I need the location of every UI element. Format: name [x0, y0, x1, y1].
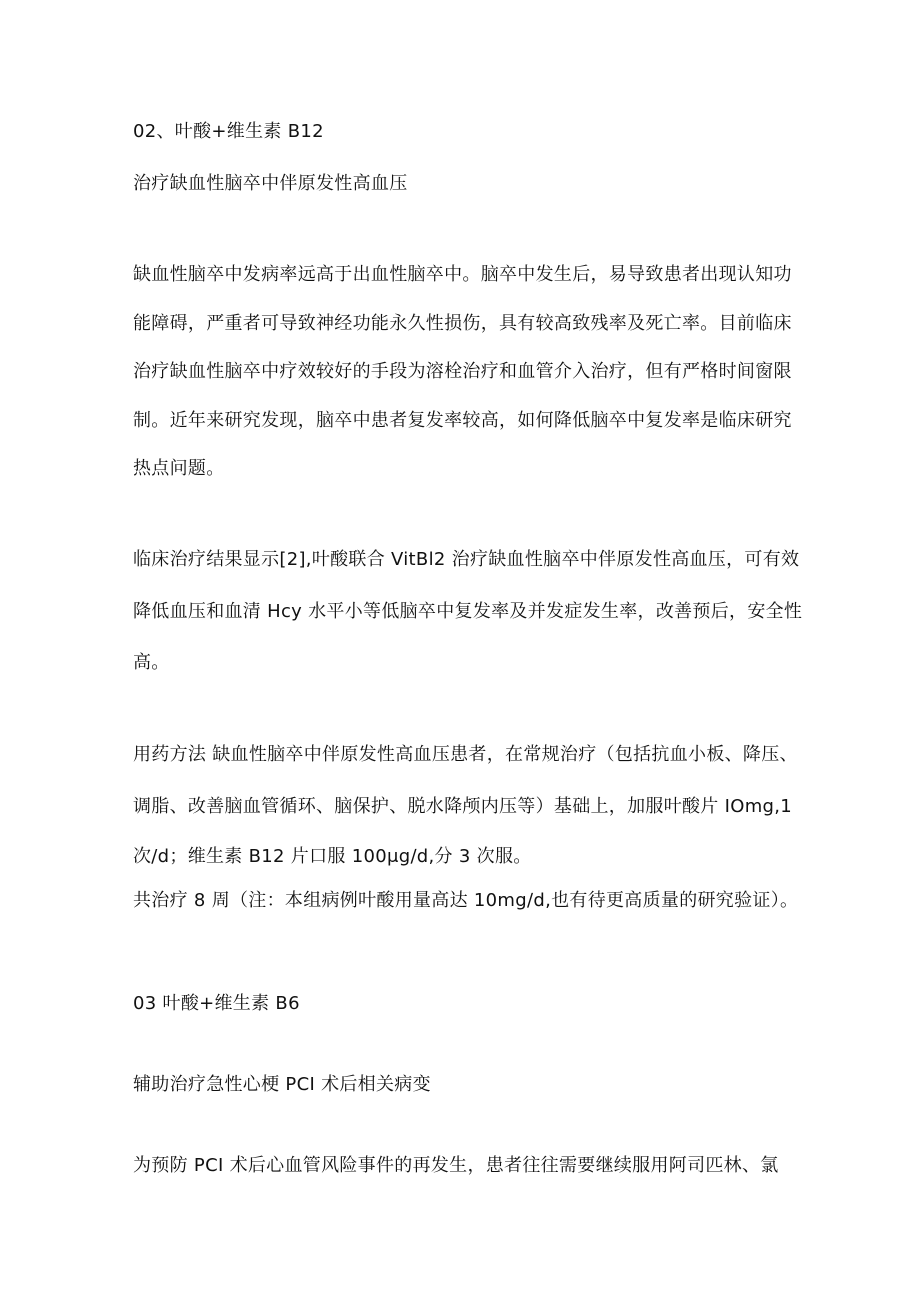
paragraph-line: 降低血压和血清 Hcy 水平小等低脑卒中复发率及并发症发生率，改善预后，安全性: [133, 601, 803, 622]
paragraph-line: 为预防 PCI 术后心血管风险事件的再发生，患者往往需要继续服用阿司匹林、氯: [133, 1155, 779, 1176]
paragraph-line: 次/d；维生素 B12 片口服 100μg∕d,分 3 次服。: [133, 846, 532, 867]
section-subheading: 治疗缺血性脑卒中伴原发性高血压: [133, 173, 408, 194]
paragraph-line: 制。近年来研究发现，脑卒中患者复发率较高，如何降低脑卒中复发率是临床研究: [133, 410, 792, 431]
paragraph-line: 能障碍，严重者可导致神经功能永久性损伤，具有较高致残率及死亡率。目前临床: [133, 313, 792, 334]
paragraph-line: 热点问题。: [133, 458, 225, 479]
section-subheading: 辅助治疗急性心梗 PCI 术后相关病变: [133, 1074, 431, 1095]
paragraph-line: 用药方法 缺血性脑卒中伴原发性高血压患者，在常规治疗（包括抗血小板、降压、: [133, 744, 798, 765]
paragraph-line: 临床治疗结果显示[2],叶酸联合 VitBl2 治疗缺血性脑卒中伴原发性高血压，可有效: [133, 549, 800, 570]
paragraph-line: 共治疗 8 周（注：本组病例叶酸用量高达 10mg∕d,也有待更高质量的研究验证）。: [133, 890, 799, 911]
paragraph-line: 缺血性脑卒中发病率远高于出血性脑卒中。脑卒中发生后，易导致患者出现认知功: [133, 264, 792, 285]
paragraph-line: 调脂、改善脑血管循环、脑保护、脱水降颅内压等）基础上，加服叶酸片 IOmg,1: [133, 796, 793, 817]
section-heading: 03 叶酸+维生素 B6: [133, 993, 300, 1014]
paragraph-line: 高。: [133, 652, 170, 673]
paragraph-line: 治疗缺血性脑卒中疗效较好的手段为溶栓治疗和血管介入治疗，但有严格时间窗限: [133, 361, 792, 382]
section-heading: 02、叶酸+维生素 B12: [133, 121, 324, 142]
